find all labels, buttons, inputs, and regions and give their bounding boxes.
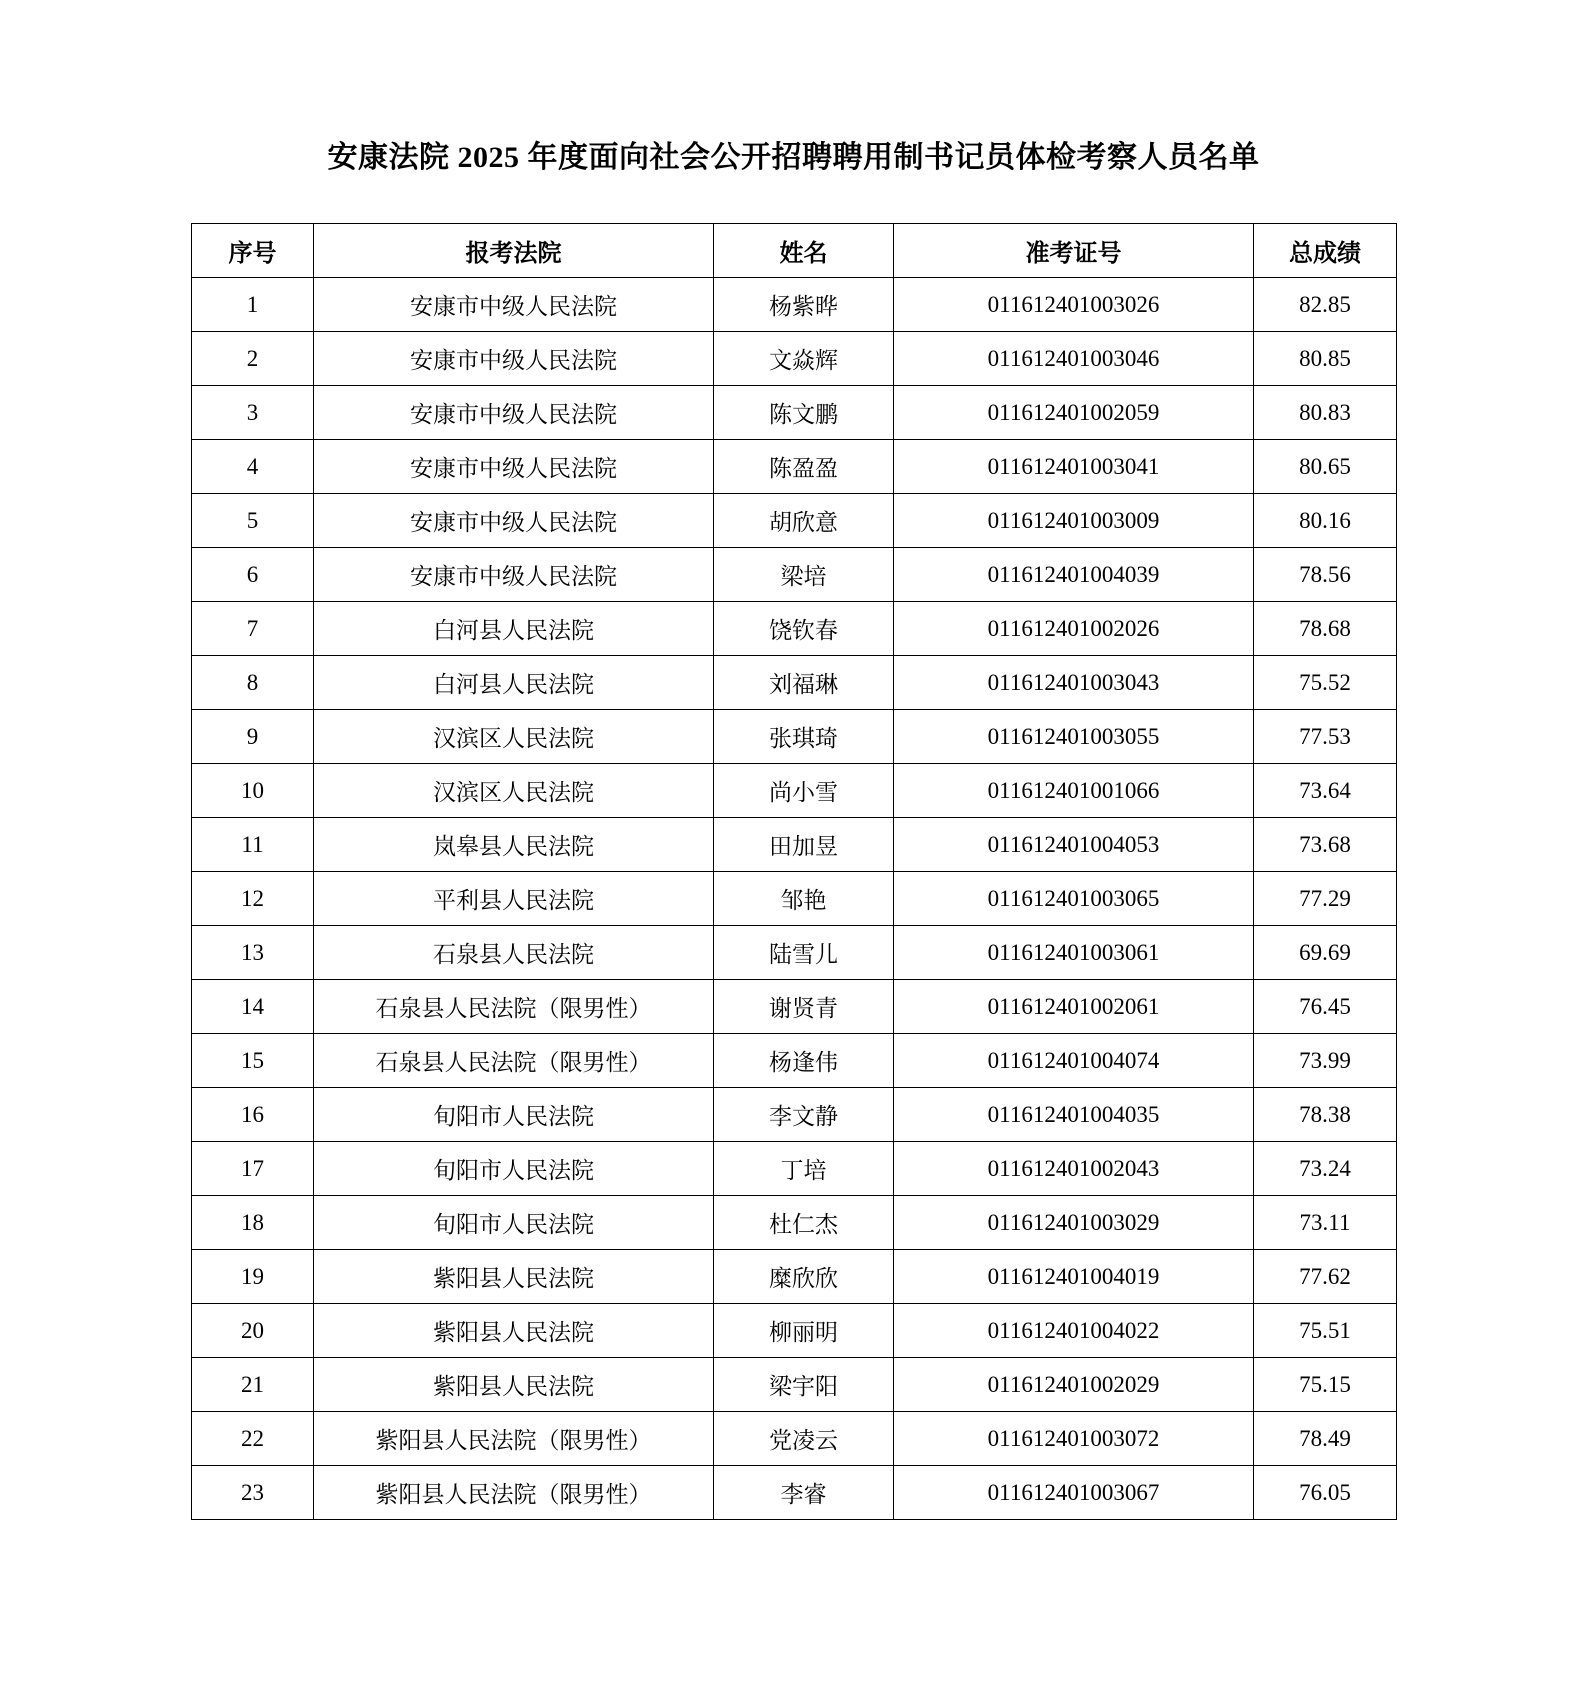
cell-court: 旬阳市人民法院 bbox=[314, 1088, 714, 1142]
cell-name: 丁培 bbox=[714, 1142, 894, 1196]
roster-table-container bbox=[191, 223, 1396, 1520]
cell-name: 刘福琳 bbox=[714, 656, 894, 710]
table-row bbox=[192, 1412, 1397, 1466]
cell-court: 紫阳县人民法院 bbox=[314, 1250, 714, 1304]
table-row bbox=[192, 494, 1397, 548]
cell-court: 平利县人民法院 bbox=[314, 872, 714, 926]
cell-ticket: 011612401003041 bbox=[894, 440, 1254, 494]
cell-court: 安康市中级人民法院 bbox=[314, 332, 714, 386]
cell-index: 21 bbox=[192, 1358, 314, 1412]
cell-name: 张琪琦 bbox=[714, 710, 894, 764]
cell-court: 石泉县人民法院（限男性） bbox=[314, 980, 714, 1034]
table-row bbox=[192, 386, 1397, 440]
cell-score: 73.99 bbox=[1254, 1034, 1397, 1088]
table-row bbox=[192, 872, 1397, 926]
cell-name: 陆雪儿 bbox=[714, 926, 894, 980]
cell-index: 18 bbox=[192, 1196, 314, 1250]
cell-ticket: 011612401002059 bbox=[894, 386, 1254, 440]
cell-court: 白河县人民法院 bbox=[314, 602, 714, 656]
table-row bbox=[192, 1466, 1397, 1520]
table-row bbox=[192, 1358, 1397, 1412]
cell-court: 紫阳县人民法院 bbox=[314, 1304, 714, 1358]
cell-ticket: 011612401003061 bbox=[894, 926, 1254, 980]
cell-score: 73.24 bbox=[1254, 1142, 1397, 1196]
cell-ticket: 011612401004074 bbox=[894, 1034, 1254, 1088]
cell-court: 安康市中级人民法院 bbox=[314, 548, 714, 602]
cell-score: 75.51 bbox=[1254, 1304, 1397, 1358]
roster-table bbox=[191, 223, 1397, 1520]
cell-name: 梁宇阳 bbox=[714, 1358, 894, 1412]
cell-ticket: 011612401004053 bbox=[894, 818, 1254, 872]
cell-ticket: 011612401004035 bbox=[894, 1088, 1254, 1142]
cell-name: 饶钦春 bbox=[714, 602, 894, 656]
cell-index: 1 bbox=[192, 278, 314, 332]
cell-ticket: 011612401002029 bbox=[894, 1358, 1254, 1412]
table-row bbox=[192, 278, 1397, 332]
cell-ticket: 011612401003072 bbox=[894, 1412, 1254, 1466]
cell-name: 尚小雪 bbox=[714, 764, 894, 818]
table-row bbox=[192, 980, 1397, 1034]
table-row bbox=[192, 818, 1397, 872]
table-row bbox=[192, 656, 1397, 710]
cell-ticket: 011612401003043 bbox=[894, 656, 1254, 710]
cell-court: 汉滨区人民法院 bbox=[314, 764, 714, 818]
cell-ticket: 011612401004039 bbox=[894, 548, 1254, 602]
cell-court: 紫阳县人民法院（限男性） bbox=[314, 1466, 714, 1520]
cell-court: 白河县人民法院 bbox=[314, 656, 714, 710]
cell-score: 78.38 bbox=[1254, 1088, 1397, 1142]
cell-score: 80.83 bbox=[1254, 386, 1397, 440]
cell-score: 75.52 bbox=[1254, 656, 1397, 710]
cell-index: 15 bbox=[192, 1034, 314, 1088]
cell-index: 4 bbox=[192, 440, 314, 494]
column-header-ticket: 准考证号 bbox=[894, 224, 1254, 278]
cell-score: 69.69 bbox=[1254, 926, 1397, 980]
cell-ticket: 011612401003026 bbox=[894, 278, 1254, 332]
cell-name: 邹艳 bbox=[714, 872, 894, 926]
table-row bbox=[192, 710, 1397, 764]
cell-index: 12 bbox=[192, 872, 314, 926]
cell-index: 7 bbox=[192, 602, 314, 656]
cell-index: 3 bbox=[192, 386, 314, 440]
cell-score: 82.85 bbox=[1254, 278, 1397, 332]
cell-index: 14 bbox=[192, 980, 314, 1034]
cell-index: 20 bbox=[192, 1304, 314, 1358]
cell-name: 李文静 bbox=[714, 1088, 894, 1142]
cell-name: 田加昱 bbox=[714, 818, 894, 872]
table-row bbox=[192, 1250, 1397, 1304]
cell-name: 杨逢伟 bbox=[714, 1034, 894, 1088]
cell-name: 李睿 bbox=[714, 1466, 894, 1520]
cell-ticket: 011612401004019 bbox=[894, 1250, 1254, 1304]
cell-index: 13 bbox=[192, 926, 314, 980]
cell-score: 75.15 bbox=[1254, 1358, 1397, 1412]
cell-court: 安康市中级人民法院 bbox=[314, 494, 714, 548]
cell-index: 6 bbox=[192, 548, 314, 602]
table-body bbox=[192, 278, 1397, 1520]
cell-ticket: 011612401003065 bbox=[894, 872, 1254, 926]
cell-name: 杨紫晔 bbox=[714, 278, 894, 332]
cell-score: 76.45 bbox=[1254, 980, 1397, 1034]
cell-court: 紫阳县人民法院 bbox=[314, 1358, 714, 1412]
cell-ticket: 011612401001066 bbox=[894, 764, 1254, 818]
table-row bbox=[192, 926, 1397, 980]
cell-index: 23 bbox=[192, 1466, 314, 1520]
cell-court: 石泉县人民法院（限男性） bbox=[314, 1034, 714, 1088]
cell-court: 汉滨区人民法院 bbox=[314, 710, 714, 764]
cell-score: 78.68 bbox=[1254, 602, 1397, 656]
cell-ticket: 011612401003067 bbox=[894, 1466, 1254, 1520]
cell-name: 杜仁杰 bbox=[714, 1196, 894, 1250]
cell-name: 谢贤青 bbox=[714, 980, 894, 1034]
cell-index: 22 bbox=[192, 1412, 314, 1466]
cell-name: 柳丽明 bbox=[714, 1304, 894, 1358]
cell-index: 5 bbox=[192, 494, 314, 548]
cell-court: 安康市中级人民法院 bbox=[314, 440, 714, 494]
table-row bbox=[192, 332, 1397, 386]
table-row bbox=[192, 1142, 1397, 1196]
column-header-court: 报考法院 bbox=[314, 224, 714, 278]
cell-index: 9 bbox=[192, 710, 314, 764]
cell-score: 77.62 bbox=[1254, 1250, 1397, 1304]
cell-ticket: 011612401004022 bbox=[894, 1304, 1254, 1358]
cell-score: 77.53 bbox=[1254, 710, 1397, 764]
cell-score: 77.29 bbox=[1254, 872, 1397, 926]
table-row bbox=[192, 1196, 1397, 1250]
cell-name: 胡欣意 bbox=[714, 494, 894, 548]
cell-ticket: 011612401002061 bbox=[894, 980, 1254, 1034]
cell-score: 76.05 bbox=[1254, 1466, 1397, 1520]
table-row bbox=[192, 440, 1397, 494]
cell-court: 石泉县人民法院 bbox=[314, 926, 714, 980]
cell-ticket: 011612401003009 bbox=[894, 494, 1254, 548]
cell-ticket: 011612401003055 bbox=[894, 710, 1254, 764]
cell-ticket: 011612401002043 bbox=[894, 1142, 1254, 1196]
table-row bbox=[192, 764, 1397, 818]
cell-score: 73.68 bbox=[1254, 818, 1397, 872]
cell-score: 80.65 bbox=[1254, 440, 1397, 494]
table-row bbox=[192, 1088, 1397, 1142]
table-row bbox=[192, 1034, 1397, 1088]
cell-court: 旬阳市人民法院 bbox=[314, 1196, 714, 1250]
cell-name: 党凌云 bbox=[714, 1412, 894, 1466]
table-row bbox=[192, 1304, 1397, 1358]
cell-name: 陈盈盈 bbox=[714, 440, 894, 494]
cell-ticket: 011612401003029 bbox=[894, 1196, 1254, 1250]
column-header-name: 姓名 bbox=[714, 224, 894, 278]
cell-ticket: 011612401003046 bbox=[894, 332, 1254, 386]
cell-index: 10 bbox=[192, 764, 314, 818]
cell-name: 陈文鹏 bbox=[714, 386, 894, 440]
cell-court: 旬阳市人民法院 bbox=[314, 1142, 714, 1196]
table-row bbox=[192, 548, 1397, 602]
page-title: 安康法院 2025 年度面向社会公开招聘聘用制书记员体检考察人员名单 bbox=[327, 141, 1260, 174]
table-row bbox=[192, 602, 1397, 656]
cell-index: 16 bbox=[192, 1088, 314, 1142]
cell-score: 80.16 bbox=[1254, 494, 1397, 548]
cell-court: 安康市中级人民法院 bbox=[314, 278, 714, 332]
cell-name: 文焱辉 bbox=[714, 332, 894, 386]
column-header-index: 序号 bbox=[192, 224, 314, 278]
column-header-score: 总成绩 bbox=[1254, 224, 1397, 278]
cell-court: 紫阳县人民法院（限男性） bbox=[314, 1412, 714, 1466]
cell-index: 17 bbox=[192, 1142, 314, 1196]
cell-name: 糜欣欣 bbox=[714, 1250, 894, 1304]
cell-court: 安康市中级人民法院 bbox=[314, 386, 714, 440]
cell-score: 73.11 bbox=[1254, 1196, 1397, 1250]
cell-score: 78.49 bbox=[1254, 1412, 1397, 1466]
cell-ticket: 011612401002026 bbox=[894, 602, 1254, 656]
cell-score: 80.85 bbox=[1254, 332, 1397, 386]
cell-index: 2 bbox=[192, 332, 314, 386]
cell-index: 8 bbox=[192, 656, 314, 710]
cell-score: 73.64 bbox=[1254, 764, 1397, 818]
cell-score: 78.56 bbox=[1254, 548, 1397, 602]
table-header bbox=[192, 224, 1397, 278]
cell-index: 19 bbox=[192, 1250, 314, 1304]
cell-index: 11 bbox=[192, 818, 314, 872]
cell-court: 岚皋县人民法院 bbox=[314, 818, 714, 872]
cell-name: 梁培 bbox=[714, 548, 894, 602]
table-header-row bbox=[192, 224, 1397, 278]
